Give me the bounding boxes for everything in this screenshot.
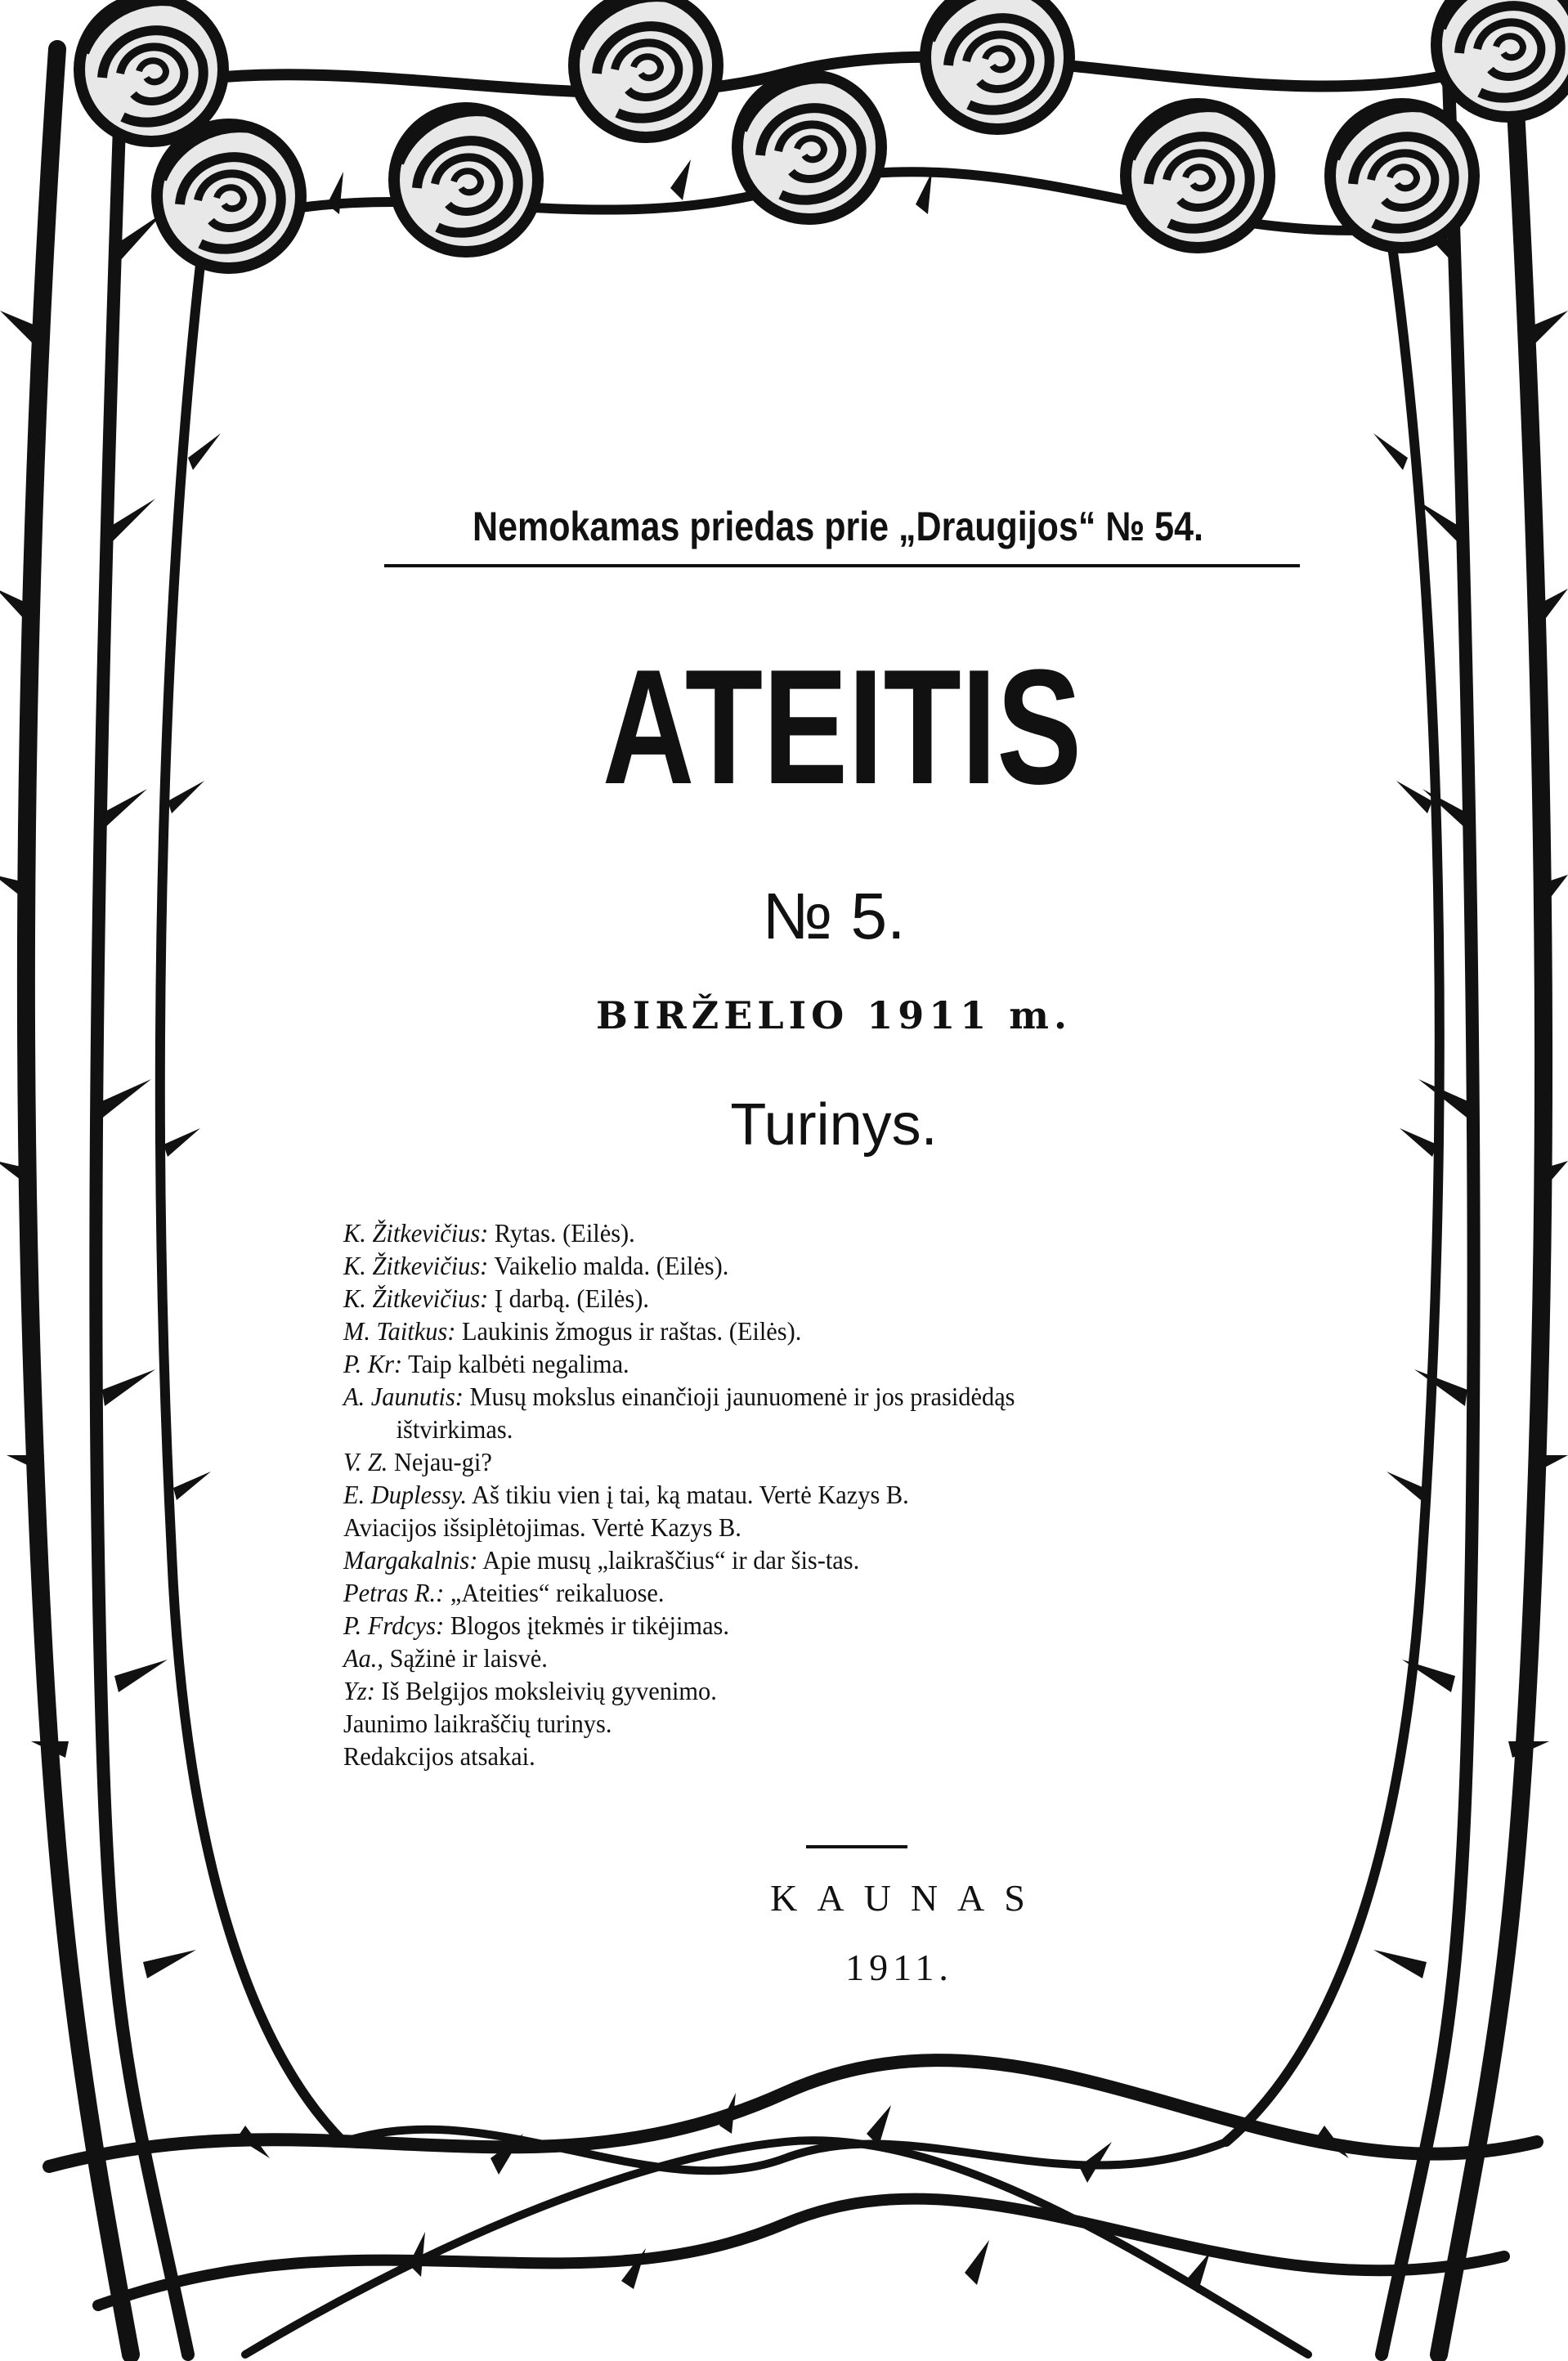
page-title: ATEITIS bbox=[602, 636, 1082, 818]
table-of-contents bbox=[343, 1216, 1472, 1772]
toc-title: Į darbą. (Eilės). bbox=[488, 1284, 649, 1313]
contents-heading: Turinys. bbox=[730, 1092, 938, 1158]
supplement-note: Nemokamas priedas prie „Draugijos“ № 54. bbox=[473, 504, 1203, 549]
toc-item bbox=[343, 1609, 1415, 1642]
toc-title: Jaunimo laikraščių turinys. bbox=[343, 1709, 612, 1738]
toc-item bbox=[343, 1282, 1415, 1315]
toc-item bbox=[343, 1642, 1415, 1674]
toc-author: P. Frdcys: bbox=[343, 1611, 445, 1640]
toc-title: „Ateities“ reikaluose. bbox=[444, 1578, 665, 1607]
toc-item-continuation bbox=[343, 1413, 1415, 1445]
section-divider bbox=[806, 1845, 907, 1848]
toc-item bbox=[343, 1511, 1415, 1543]
toc-item bbox=[343, 1315, 1415, 1347]
toc-author: Margakalnis: bbox=[343, 1545, 478, 1575]
toc-author: K. Žitkevičius: bbox=[343, 1251, 489, 1280]
toc-title: Nejau-gi? bbox=[388, 1447, 492, 1476]
issue-number: № 5. bbox=[762, 880, 906, 952]
toc-item bbox=[343, 1707, 1415, 1740]
publication-year: 1911. bbox=[845, 1947, 953, 1988]
toc-title: ištvirkimas. bbox=[396, 1414, 513, 1444]
toc-title: Aviacijos išsiplėtojimas. Vertė Kazys B. bbox=[343, 1512, 741, 1542]
toc-item bbox=[343, 1674, 1415, 1707]
toc-title: Redakcijos atsakai. bbox=[343, 1741, 535, 1771]
toc-author: K. Žitkevičius: bbox=[343, 1218, 489, 1248]
toc-title: Aš tikiu vien į tai, ką matau. Vertė Kazys B. bbox=[467, 1480, 909, 1509]
toc-author: M. Taitkus: bbox=[343, 1316, 456, 1346]
toc-title: Taip kalbėti negalima. bbox=[402, 1349, 629, 1378]
toc-item bbox=[343, 1543, 1415, 1576]
toc-author: A. Jaunutis: bbox=[343, 1382, 464, 1411]
toc-author: Petras R.: bbox=[343, 1578, 445, 1607]
toc-title: Laukinis žmogus ir raštas. (Eilės). bbox=[455, 1316, 802, 1346]
toc-item bbox=[343, 1740, 1415, 1772]
publication-city: KAUNAS bbox=[770, 1877, 1045, 1919]
toc-title: Musų mokslus einančioji jaunuomenė ir jos prasidėdąs bbox=[463, 1382, 1015, 1411]
toc-title: Iš Belgijos moksleivių gyvenimo. bbox=[374, 1676, 717, 1705]
toc-item bbox=[343, 1249, 1415, 1282]
toc-title: Sąžinė ir laisvė. bbox=[383, 1643, 548, 1673]
toc-author: Aa., bbox=[343, 1643, 383, 1673]
toc-title: Apie musų „laikraščius“ ir dar šis-tas. bbox=[477, 1545, 860, 1575]
subtitle-rule bbox=[384, 564, 1300, 567]
toc-title: Vaikelio malda. (Eilės). bbox=[488, 1251, 729, 1280]
toc-author: K. Žitkevičius: bbox=[343, 1284, 489, 1313]
toc-title: Blogos įtekmės ir tikėjimas. bbox=[444, 1611, 729, 1640]
toc-author: Yz: bbox=[343, 1676, 375, 1705]
toc-author: V. Z. bbox=[343, 1447, 388, 1476]
issue-date: BIRŽELIO 1911 m. bbox=[596, 993, 1072, 1037]
toc-author: E. Duplessy. bbox=[343, 1480, 468, 1509]
toc-item bbox=[343, 1478, 1415, 1511]
toc-item bbox=[343, 1445, 1415, 1478]
toc-item bbox=[343, 1576, 1415, 1609]
toc-item bbox=[343, 1216, 1415, 1249]
toc-title: Rytas. (Eilės). bbox=[488, 1218, 635, 1248]
toc-author: P. Kr: bbox=[343, 1349, 403, 1378]
toc-item bbox=[343, 1347, 1415, 1380]
toc-item bbox=[343, 1380, 1415, 1413]
